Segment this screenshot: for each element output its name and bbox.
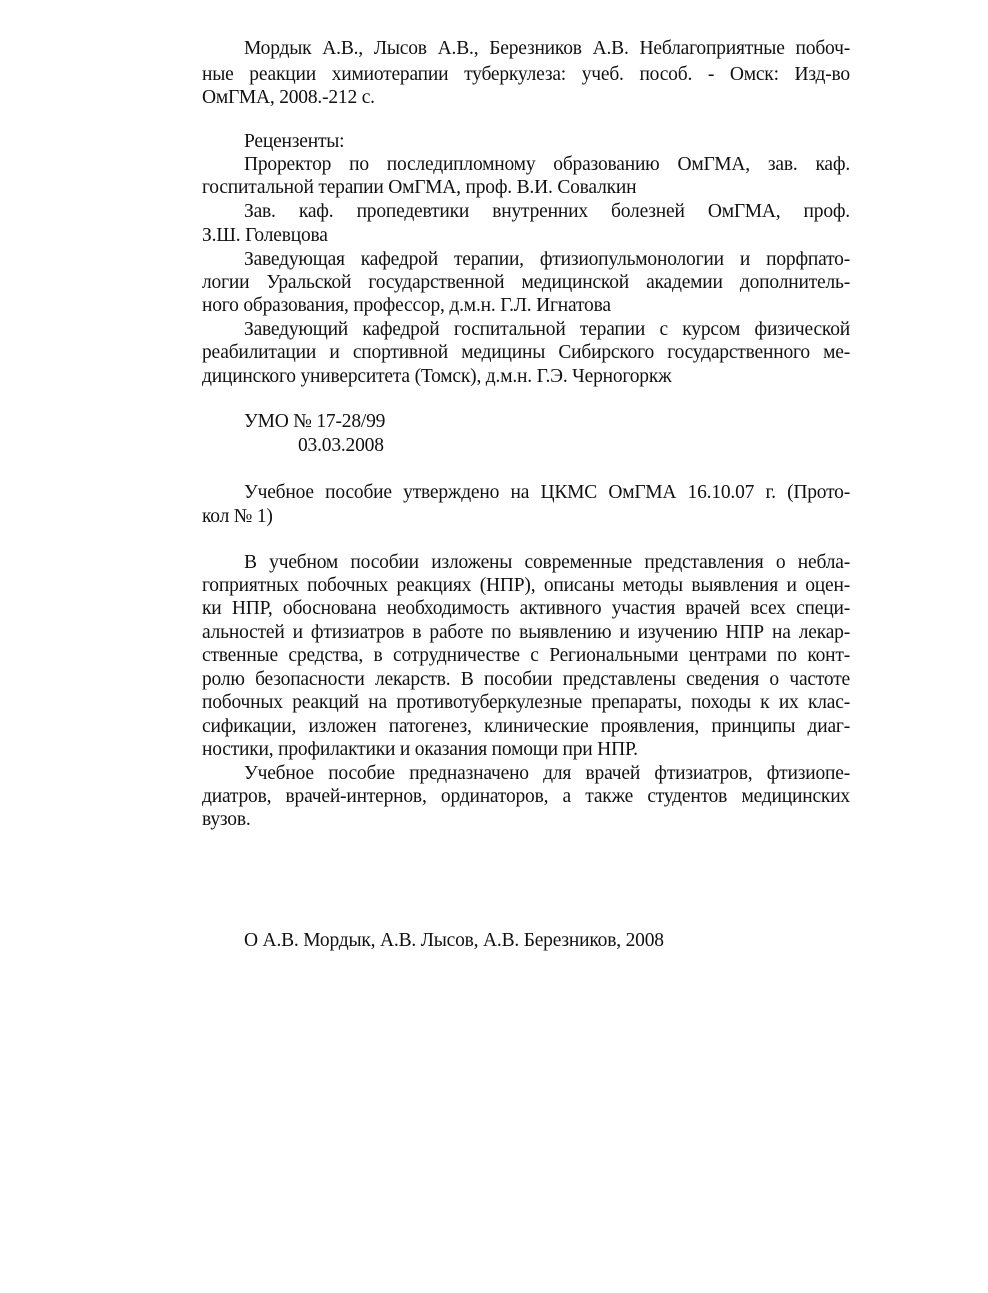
abstract-line: сификации, изложен патогенез, клинические проявления, принципы диаг- bbox=[202, 716, 850, 737]
approval-line: кол № 1) bbox=[202, 506, 273, 527]
reviewer-line: З.Ш. Голевцова bbox=[202, 225, 328, 246]
reviewers-heading: Рецензенты: bbox=[244, 131, 345, 152]
abstract-line: альностей и фтизиатров в работе по выявлению и изучению НПР на лекар- bbox=[202, 622, 850, 643]
abstract-line: гоприятных побочных реакциях (НПР), описаны методы выявления и оцен- bbox=[202, 575, 850, 596]
reviewer-line: реабилитации и спортивной медицины Сибирского государственного ме- bbox=[202, 342, 850, 363]
reviewer-line: ного образования, профессор, д.м.н. Г.Л. Игнатова bbox=[202, 295, 611, 316]
citation-line: ные реакции химиотерапии туберкулеза: учеб. пособ. - Омск: Изд-во bbox=[202, 64, 850, 85]
abstract-line: ки НПР, обоснована необходимость активного участия врачей всех специ- bbox=[202, 598, 850, 619]
approval-line: Учебное пособие утверждено на ЦКМС ОмГМА 16.10.07 г. (Прото- bbox=[244, 482, 850, 503]
copyright-notice: О А.В. Мордык, А.В. Лысов, А.В. Березников, 2008 bbox=[244, 930, 664, 951]
reviewer-line: дицинского университета (Томск), д.м.н. Г.Э. Черногоркж bbox=[202, 366, 672, 387]
citation-line: Мордык А.В., Лысов А.В., Березников А.В. Неблагоприятные побоч- bbox=[244, 38, 850, 59]
abstract-line: ролю безопасности лекарств. В пособии представлены сведения о частоте bbox=[202, 669, 850, 690]
abstract-line: Учебное пособие предназначено для врачей фтизиатров, фтизиопе- bbox=[244, 763, 850, 784]
reviewer-line: Зав. каф. пропедевтики внутренних болезней ОмГМА, проф. bbox=[244, 201, 850, 222]
abstract-line: диатров, врачей-интернов, ординаторов, а также студентов медицинских bbox=[202, 786, 850, 807]
reviewer-line: госпитальной терапии ОмГМА, проф. В.И. Совалкин bbox=[202, 177, 637, 198]
abstract-line: ностики, профилактики и оказания помощи при НПР. bbox=[202, 739, 638, 760]
abstract-line: вузов. bbox=[202, 809, 251, 830]
umo-number: УМО № 17-28/99 bbox=[244, 411, 386, 432]
abstract-line: побочных реакций на противотуберкулезные препараты, походы к их клас- bbox=[202, 692, 850, 713]
abstract-line: ственные средства, в сотрудничестве с Региональными центрами по конт- bbox=[202, 645, 850, 666]
reviewer-line: логии Уральской государственной медицинской академии дополнитель- bbox=[202, 272, 850, 293]
abstract-line: В учебном пособии изложены современные представления о небла- bbox=[244, 552, 850, 573]
citation-line: ОмГМА, 2008.-212 с. bbox=[202, 87, 375, 108]
reviewer-line: Заведующий кафедрой госпитальной терапии с курсом физической bbox=[244, 319, 850, 340]
reviewer-line: Заведующая кафедрой терапии, фтизиопульмонологии и порфпато- bbox=[244, 249, 850, 270]
umo-date: 03.03.2008 bbox=[298, 435, 384, 456]
reviewer-line: Проректор по последипломному образованию ОмГМА, зав. каф. bbox=[244, 154, 850, 175]
